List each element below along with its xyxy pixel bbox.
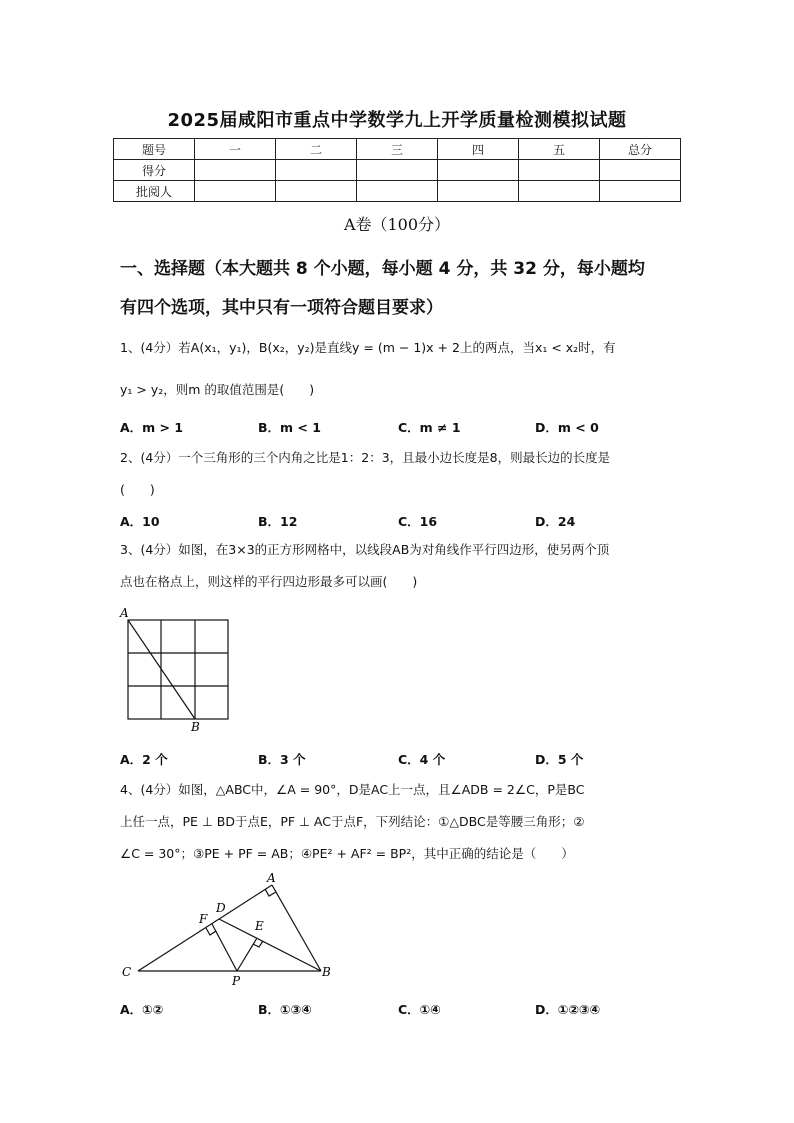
q3-option-a: A．2 个 — [120, 752, 168, 767]
q1-option-a: A．m > 1 — [120, 420, 184, 435]
table-cell: 一 — [195, 139, 276, 160]
q3-line2: 点也在格点上，则这样的平行四边形最多可以画( ) — [120, 574, 418, 589]
table-cell — [276, 181, 357, 202]
table-cell — [357, 160, 438, 181]
side-ca — [138, 885, 272, 971]
q4-triangle-figure — [115, 868, 345, 993]
table-cell — [600, 160, 681, 181]
q4-line3: ∠C = 30°；③PE + PF = AB；④PE² + AF² = BP²，其中正确的结论是（ ） — [120, 846, 574, 861]
q3-grid-figure — [115, 604, 240, 734]
table-cell — [600, 181, 681, 202]
table-cell: 总分 — [600, 139, 681, 160]
table-row — [114, 181, 681, 202]
q2-line1: 2、(4分）一个三角形的三个内角之比是1：2：3，且最小边长度是8，则最长边的长度是 — [120, 450, 611, 465]
q4-line2: 上任一点，PE ⊥ BD于点E，PF ⊥ AC于点F，下列结论：①△DBC是等腰三角形；② — [120, 814, 585, 829]
q4-option-c: C．①④ — [398, 1002, 441, 1017]
table-cell: 五 — [519, 139, 600, 160]
q4-option-b: B．①③④ — [258, 1002, 312, 1017]
table-cell: 得分 — [114, 160, 195, 181]
q4-option-d: D．①②③④ — [535, 1002, 601, 1017]
label-c: C — [122, 965, 132, 979]
label-p: P — [232, 974, 241, 988]
label-f: F — [199, 912, 208, 926]
label-a: A — [120, 606, 129, 620]
section-heading-line2: 有四个选项，其中只有一项符合题目要求） — [120, 298, 443, 318]
q3-option-c: C．4 个 — [398, 752, 446, 767]
table-cell — [195, 160, 276, 181]
label-e: E — [255, 919, 264, 933]
table-row — [114, 139, 681, 160]
q2-option-d: D．24 — [535, 514, 576, 529]
q4-option-a: A．①② — [120, 1002, 164, 1017]
grid-outline — [128, 620, 228, 719]
label-a: A — [267, 871, 276, 885]
label-b: B — [191, 720, 200, 734]
q1-line2: y₁ > y₂，则m 的取值范围是( ) — [120, 382, 315, 397]
section-heading-line1: 一、选择题（本大题共 8 个小题，每小题 4 分，共 32 分，每小题均 — [120, 259, 645, 279]
table-cell: 四 — [438, 139, 519, 160]
q1-line1: 1、(4分）若A(x₁，y₁)，B(x₂，y₂)是直线y = (m − 1)x + 2上的两点，当x₁ < x₂时，有 — [120, 340, 616, 355]
q2-option-b: B．12 — [258, 514, 298, 529]
segment-pe — [237, 938, 257, 971]
q1-option-c: C．m ≠ 1 — [398, 420, 461, 435]
table-cell: 三 — [357, 139, 438, 160]
table-cell — [519, 160, 600, 181]
table-cell — [438, 160, 519, 181]
q3-line1: 3、(4分）如图，在3×3的正方形网格中，以线段AB为对角线作平行四边形，使另两个顶 — [120, 542, 610, 557]
label-b: B — [322, 965, 331, 979]
table-cell — [276, 160, 357, 181]
table-cell — [357, 181, 438, 202]
q2-option-c: C．16 — [398, 514, 438, 529]
page-title: 2025届咸阳市重点中学数学九上开学质量检测模拟试题 — [167, 110, 627, 131]
score-table — [113, 138, 681, 202]
q2-option-a: A．10 — [120, 514, 160, 529]
table-cell — [195, 181, 276, 202]
q1-option-b: B．m < 1 — [258, 420, 321, 435]
q4-line1: 4、(4分）如图，△ABC中，∠A = 90°，D是AC上一点，且∠ADB = 2∠C，P是BC — [120, 782, 585, 797]
q3-option-b: B．3 个 — [258, 752, 306, 767]
table-cell — [519, 181, 600, 202]
table-cell: 批阅人 — [114, 181, 195, 202]
table-cell: 二 — [276, 139, 357, 160]
table-row — [114, 160, 681, 181]
q3-option-d: D．5 个 — [535, 752, 584, 767]
table-cell — [438, 181, 519, 202]
q2-line2: ( ) — [120, 482, 155, 497]
table-cell: 题号 — [114, 139, 195, 160]
volume-heading: A卷（100分） — [343, 215, 451, 234]
label-d: D — [216, 901, 226, 915]
q1-option-d: D．m < 0 — [535, 420, 599, 435]
